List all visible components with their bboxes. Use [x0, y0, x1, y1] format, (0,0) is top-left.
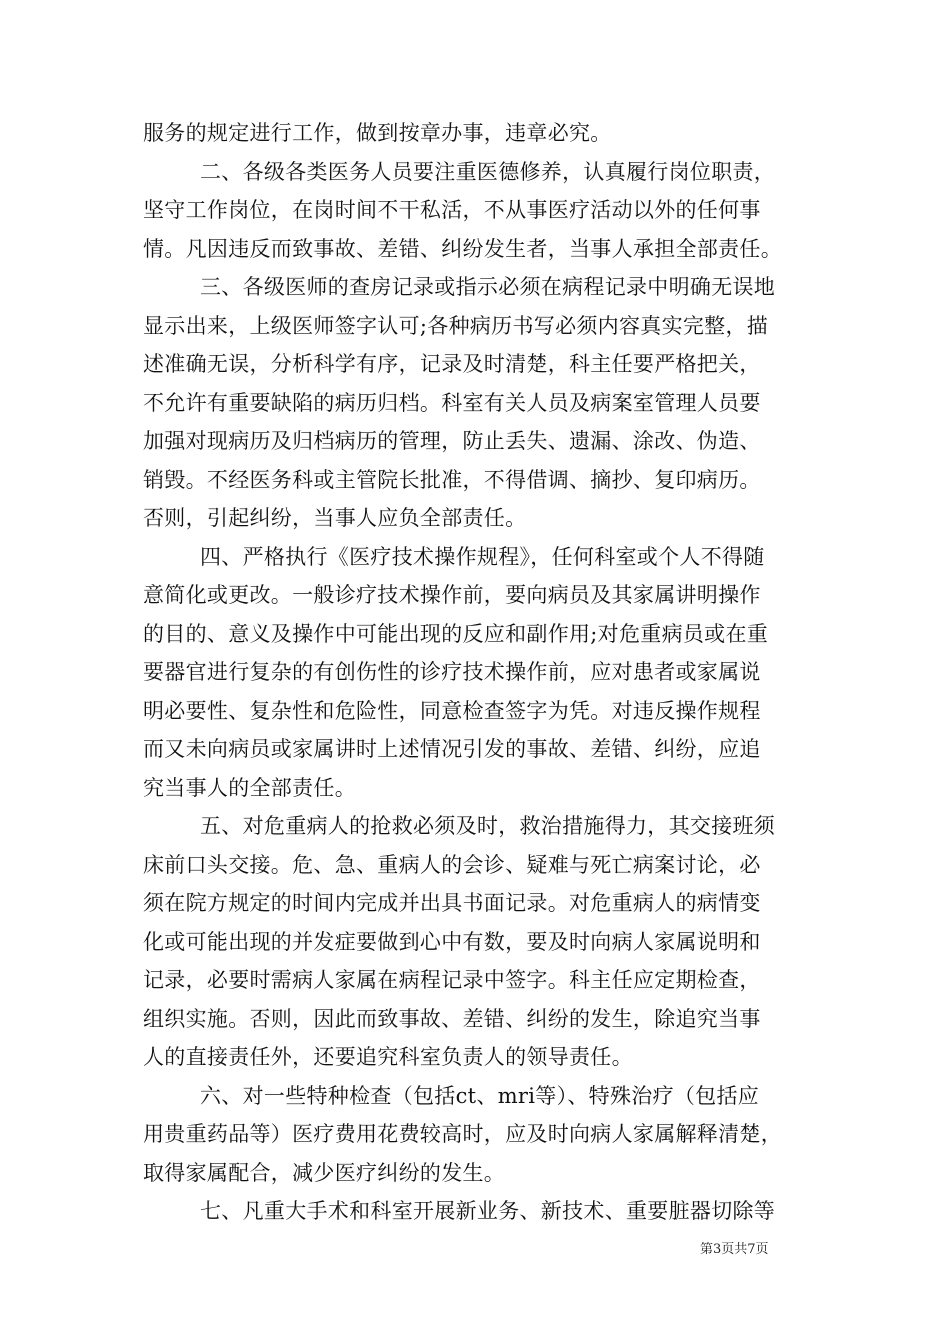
- text-line: 的目的、意义及操作中可能出现的反应和副作用;对危重病员或在重: [143, 621, 769, 646]
- text-line: 须在院方规定的时间内完成并出具书面记录。对危重病人的病情变: [143, 891, 761, 915]
- text-line: 要器官进行复杂的有创伤性的诊疗技术操作前，应对患者或家属说: [143, 660, 761, 684]
- text-line: 人的直接责任外，还要追究科室负责人的领导责任。: [143, 1045, 633, 1069]
- text-line: 组织实施。否则，因此而致事故、差错、纠纷的发生，除追究当事: [143, 1006, 761, 1031]
- paragraph-first-line: 五、对危重病人的抢救必须及时，救治措施得力，其交接班须: [200, 814, 776, 838]
- text-line: 不允许有重要缺陷的病历归档。科室有关人员及病案室管理人员要: [143, 390, 761, 415]
- text-line: 床前口头交接。危、急、重病人的会诊、疑难与死亡病案讨论，必: [143, 852, 761, 877]
- text-line: 坚守工作岗位，在岗时间不干私活，不从事医疗活动以外的任何事: [143, 198, 761, 222]
- text-line: 化或可能出现的并发症要做到心中有数，要及时向病人家属说明和: [143, 929, 761, 954]
- text-line: 取得家属配合，减少医疗纠纷的发生。: [143, 1160, 506, 1185]
- text-line: 用贵重药品等）医疗费用花费较高时，应及时向病人家属解释清楚，: [143, 1122, 782, 1146]
- text-line: 加强对现病历及归档病历的管理，防止丢失、遗漏、涂改、伪造、: [143, 429, 761, 453]
- text-line: 意简化或更改。一般诊疗技术操作前，要向病员及其家属讲明操作: [143, 583, 761, 607]
- text-line: 销毁。不经医务科或主管院长批准，不得借调、摘抄、复印病历。: [143, 467, 761, 492]
- page-number-footer: 第3页共7页: [700, 1242, 769, 1257]
- text-line: 否则，引起纠纷，当事人应负全部责任。: [143, 506, 527, 530]
- text-line: 记录，必要时需病人家属在病程记录中签字。科主任应定期检查，: [143, 968, 761, 992]
- paragraph-first-line: 六、对一些特种检查（包括ct、mri等）、特殊治疗（包括应: [200, 1083, 760, 1108]
- text-line: 显示出来，上级医师签字认可;各种病历书写必须内容真实完整，描: [143, 313, 769, 338]
- text-line: 而又未向病员或家属讲时上述情况引发的事故、差错、纠纷，应追: [143, 737, 761, 761]
- document-body: [143, 114, 813, 1231]
- paragraph-first-line: 七、凡重大手术和科室开展新业务、新技术、重要脏器切除等: [200, 1199, 776, 1223]
- paragraph-first-line: 三、各级医师的查房记录或指示必须在病程记录中明确无误地: [200, 275, 776, 299]
- text-line: 究当事人的全部责任。: [143, 775, 356, 800]
- text-line: 述准确无误，分析科学有序，记录及时清楚，科主任要严格把关，: [143, 352, 761, 376]
- text-line: 情。凡因违反而致事故、差错、纠纷发生者，当事人承担全部责任。: [143, 236, 782, 261]
- paragraph-first-line: 二、各级各类医务人员要注重医德修养，认真履行岗位职责，: [200, 159, 776, 184]
- text-line: 明必要性、复杂性和危险性，同意检查签字为凭。对违反操作规程: [143, 698, 761, 723]
- text-line: 服务的规定进行工作，做到按章办事，违章必究。: [143, 121, 612, 145]
- paragraph-first-line: 四、严格执行《医疗技术操作规程》，任何科室或个人不得随: [200, 544, 765, 569]
